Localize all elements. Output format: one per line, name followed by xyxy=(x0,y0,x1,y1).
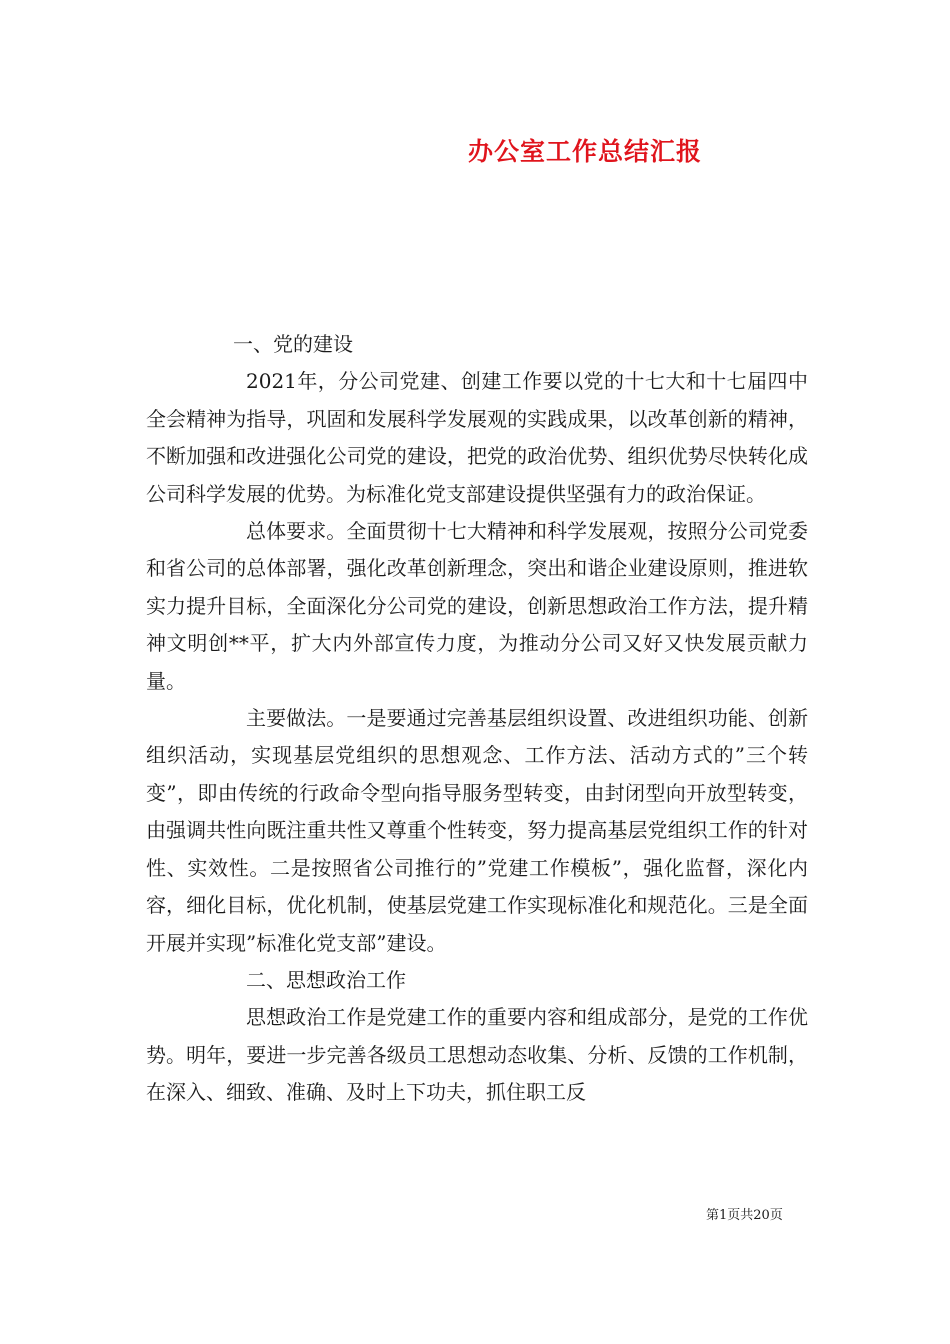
page-number: 第1页共20页 xyxy=(706,1208,783,1223)
section-heading-ideological-work: 二、思想政治工作 xyxy=(246,967,406,992)
paragraph-ideological-work: 思想政治工作是党建工作的重要内容和组成部分，是党的工作优势。明年，要进一步完善各级员工思想动态收集、分析、反馈的工作机制，在深入、细致、准确、及时上下功夫，抓住职工反 xyxy=(146,1005,808,1105)
document-title: 办公室工作总结汇报 xyxy=(467,137,702,166)
section-heading-party-building: 一、党的建设 xyxy=(233,332,353,356)
paragraph-intro: 2021年，分公司党建、创建工作要以党的十七大和十七届四中全会精神为指导，巩固和发展科学发展观的实践成果，以改革创新的精神，不断加强和改进强化公司党的建设，把党的政治优势、组织优势尽快转化成公司科学发展的优势。为标准化党支部建设提供坚强有力的政治保证。 xyxy=(146,369,808,506)
document-body xyxy=(146,326,808,1112)
paragraph-general-requirements: 总体要求。全面贯彻十七大精神和科学发展观，按照分公司党委和省公司的总体部署，强化改革创新理念，突出和谐企业建设原则，推进软实力提升目标，全面深化分公司党的建设，创新思想政治工作方法，提升精神文明创**平，扩大内外部宣传力度，为推动分公司又好又快发展贡献力量。 xyxy=(146,519,808,693)
paragraph-main-methods: 主要做法。一是要通过完善基层组织设置、改进组织功能、创新组织活动，实现基层党组织的思想观念、工作方法、活动方式的”三个转变”，即由传统的行政命令型向指导服务型转变，由封闭型向开放型转变，由强调共性向既注重共性又尊重个性转变，努力提高基层党组织工作的针对性、实效性。二是按照省公司推行的”党建工作模板”，强化监督，深化内容，细化目标，优化机制，使基层党建工作实现标准化和规范化。三是全面开展并实现”标准化党支部”建设。 xyxy=(146,706,808,955)
